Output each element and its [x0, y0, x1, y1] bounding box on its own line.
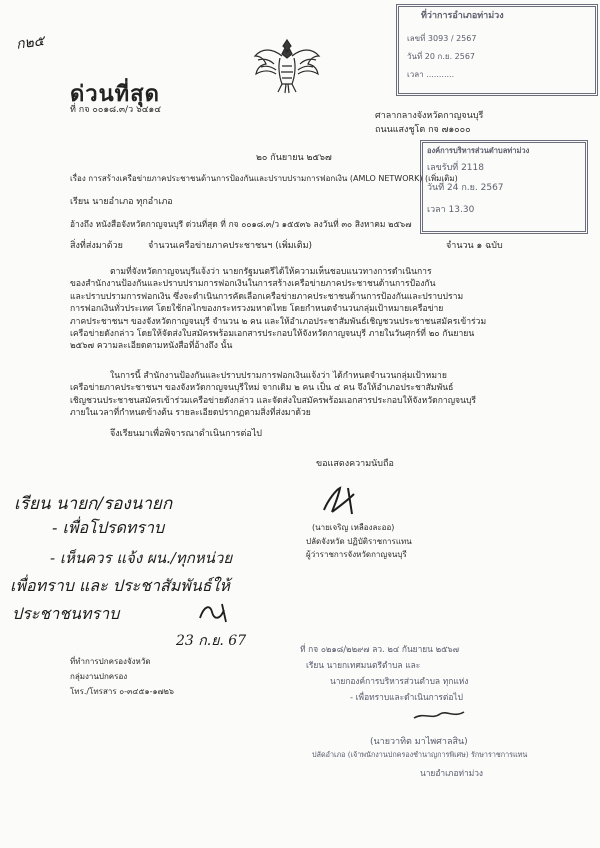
- paragraph-1-line: ภาคประชาชนฯ ของจังหวัดกาญจนบุรี จำนวน ๒ คน และให้อำเภอประชาสัมพันธ์เชิญชวนประชาชนสมัครเข้าร่วม: [70, 316, 487, 327]
- signer-position-1: ปลัดจังหวัด ปฏิบัติราชการแทน: [306, 537, 412, 546]
- paragraph-2-line: เชิญชวนประชาชนสมัครเข้าร่วมเครือข่ายดังกล่าว และจัดส่งใบสมัครพร้อมเอกสารประกอบให้จังหวัดกาญจนบุรี: [70, 395, 477, 406]
- paragraph-1-line: เครือข่ายดังกล่าว โดยให้จัดส่งใบสมัครพร้อมเอกสารประกอบให้จังหวัดกาญจนบุรี ภายในวันศุกร์ที่ ๒๐ กันยายน: [70, 329, 475, 340]
- forward-name: (นายวาทิต มาไพศาลสิน): [370, 737, 468, 747]
- paragraph-1-line: ของสำนักงานป้องกันและปราบปรามการฟอกเงินในการสร้างเครือข่ายภาคประชาชนด้านการป้องกัน: [70, 279, 436, 290]
- forward-to-2: นายกองค์การบริหารส่วนตำบล ทุกแห่ง: [330, 676, 469, 686]
- forward-signature-icon: [410, 704, 470, 728]
- handwritten-line-5: ประชาชนทราบ: [12, 604, 120, 623]
- paragraph-2-line: ในการนี้ สำนักงานป้องกันและปราบปรามการฟอกเงินแจ้งว่า ได้กำหนดจำนวนกลุ่มเป้าหมาย: [110, 371, 447, 381]
- footer-office: ที่ทำการปกครองจังหวัด: [70, 657, 151, 666]
- doc-number: ที่ กจ ๐๐๑๘.๓/ว ๖๔๑๔: [70, 105, 162, 115]
- garuda-emblem-icon: [252, 34, 322, 96]
- district-stamp-title: องค์การบริหารส่วนตำบลท่าม่วง: [427, 146, 530, 155]
- enclosure-item: จำนวนเครือข่ายภาคประชาชนฯ (เพิ่มเติม): [148, 241, 313, 251]
- signature-mark-icon: [318, 480, 368, 520]
- forward-position-2: นายอำเภอท่าม่วง: [420, 768, 484, 778]
- handwritten-date: 23 ก.ย. 67: [176, 633, 247, 649]
- subject-line: เรื่อง การสร้างเครือข่ายภาคประชาชนด้านการป้องกันและปราบปรามการฟอกเงิน (AMLO NETWORK) (เพิ่มเติม): [70, 174, 458, 183]
- paragraph-1-line: ตามที่จังหวัดกาญจนบุรีแจ้งว่า นายกรัฐมนตรีได้ให้ความเห็นชอบแนวทางการดำเนินการ: [110, 267, 432, 277]
- receipt-stamp-time: เวลา ...........: [407, 70, 455, 79]
- paragraph-1-line: ๒๕๖๗ ความละเอียดตามหนังสือที่อ้างถึง นั้น: [70, 341, 233, 352]
- footer-phone: โทร./โทรสาร ๐-๓๔๕๑-๑๗๒๖: [70, 687, 174, 696]
- receipt-stamp-date: วันที่ 20 ก.ย. 2567: [407, 52, 476, 61]
- district-stamp-date: วันที่ 24 ก.ย. 2567: [427, 183, 504, 193]
- enclosure-count: จำนวน ๑ ฉบับ: [446, 241, 503, 251]
- sender-office: ศาลากลางจังหวัดกาญจนบุรี: [375, 111, 484, 121]
- addressee-line: เรียน นายอำเภอ ทุกอำเภอ: [70, 197, 173, 207]
- enclosure-label: สิ่งที่ส่งมาด้วย: [70, 241, 123, 251]
- signer-position-2: ผู้ว่าราชการจังหวัดกาญจนบุรี: [306, 550, 407, 559]
- handwritten-line-1: เรียน นายก/รองนายก: [14, 494, 173, 514]
- courtesy-line: ขอแสดงความนับถือ: [316, 459, 394, 469]
- reference-line: อ้างถึง หนังสือจังหวัดกาญจนบุรี ด่วนที่สุด ที่ กจ ๐๐๑๘.๓/ว ๑๕๕๓๖ ลงวันที่ ๓๐ สิงหาคม ๒๕๖๗: [70, 219, 412, 229]
- forward-to-1: เรียน นายกเทศมนตรีตำบล และ: [306, 660, 421, 670]
- paragraph-1-line: และปราบปรามการฟอกเงิน ซึ่งจะดำเนินการคัดเลือกเครือข่ายภาคประชาชนด้านการป้องกันและปราบปราม: [70, 291, 464, 302]
- receipt-stamp-title: ที่ว่าการอำเภอท่าม่วง: [421, 11, 504, 21]
- receipt-stamp-number: เลขที่ 3093 / 2567: [407, 34, 477, 43]
- body-paragraph-2: [70, 370, 548, 420]
- handwritten-line-4: เพื่อทราบ และ ประชาสัมพันธ์ให้: [10, 576, 230, 595]
- forward-number: ที่ กจ ๐๒๑๘/๒๒๙๗ ลว. ๒๔ กันยายน ๒๕๖๗: [300, 644, 460, 654]
- paragraph-2-line: เครือข่ายภาคประชาชนฯ ของจังหวัดกาญจนบุรีใหม่ จากเดิม ๒ คน เป็น ๔ คน จึงให้อำเภอประชาสัมพันธ์: [70, 383, 454, 394]
- corner-note: ก๒๕: [15, 33, 46, 53]
- signer-name: (นายเจริญ เหลืองละออ): [312, 523, 395, 532]
- receipt-stamp: [396, 4, 598, 96]
- paragraph-1-line: การฟอกเงินทั่วประเทศ โดยใช้กลไกของกระทรวงมหาดไทย โดยกำหนดจำนวนกลุ่มเป้าหมายเครือข่าย: [70, 304, 444, 315]
- forward-position-1: ปลัดอำเภอ (เจ้าพนักงานปกครองชำนาญการพิเศษ) รักษาราชการแทน: [312, 750, 528, 759]
- document-date: ๒๐ กันยายน ๒๕๖๗: [256, 153, 332, 163]
- footer-group: กลุ่มงานปกครอง: [70, 672, 128, 681]
- handwritten-line-2: - เพื่อโปรดทราบ: [52, 518, 165, 537]
- district-stamp-time: เวลา 13.30: [427, 205, 475, 215]
- sender-address: ถนนแสงชูโต กจ ๗๑๐๐๐: [375, 125, 471, 135]
- closing-line: จึงเรียนมาเพื่อพิจารณาดำเนินการต่อไป: [110, 429, 263, 439]
- handwritten-initial-icon: [196, 600, 236, 626]
- district-stamp-number: เลขรับที่ 2118: [427, 163, 484, 173]
- forward-purpose: - เพื่อทราบและดำเนินการต่อไป: [350, 692, 463, 702]
- handwritten-line-3: - เห็นควร แจ้ง ผน./ทุกหน่วย: [50, 549, 233, 567]
- district-stamp: [420, 140, 588, 234]
- forward-stamp: [300, 638, 594, 838]
- urgency-label: ด่วนที่สุด: [70, 81, 160, 107]
- body-paragraph-1: [70, 266, 548, 353]
- paragraph-2-line: ภายในเวลาที่กำหนดข้างต้น รายละเอียดปรากฏตามสิ่งที่ส่งมาด้วย: [70, 408, 311, 419]
